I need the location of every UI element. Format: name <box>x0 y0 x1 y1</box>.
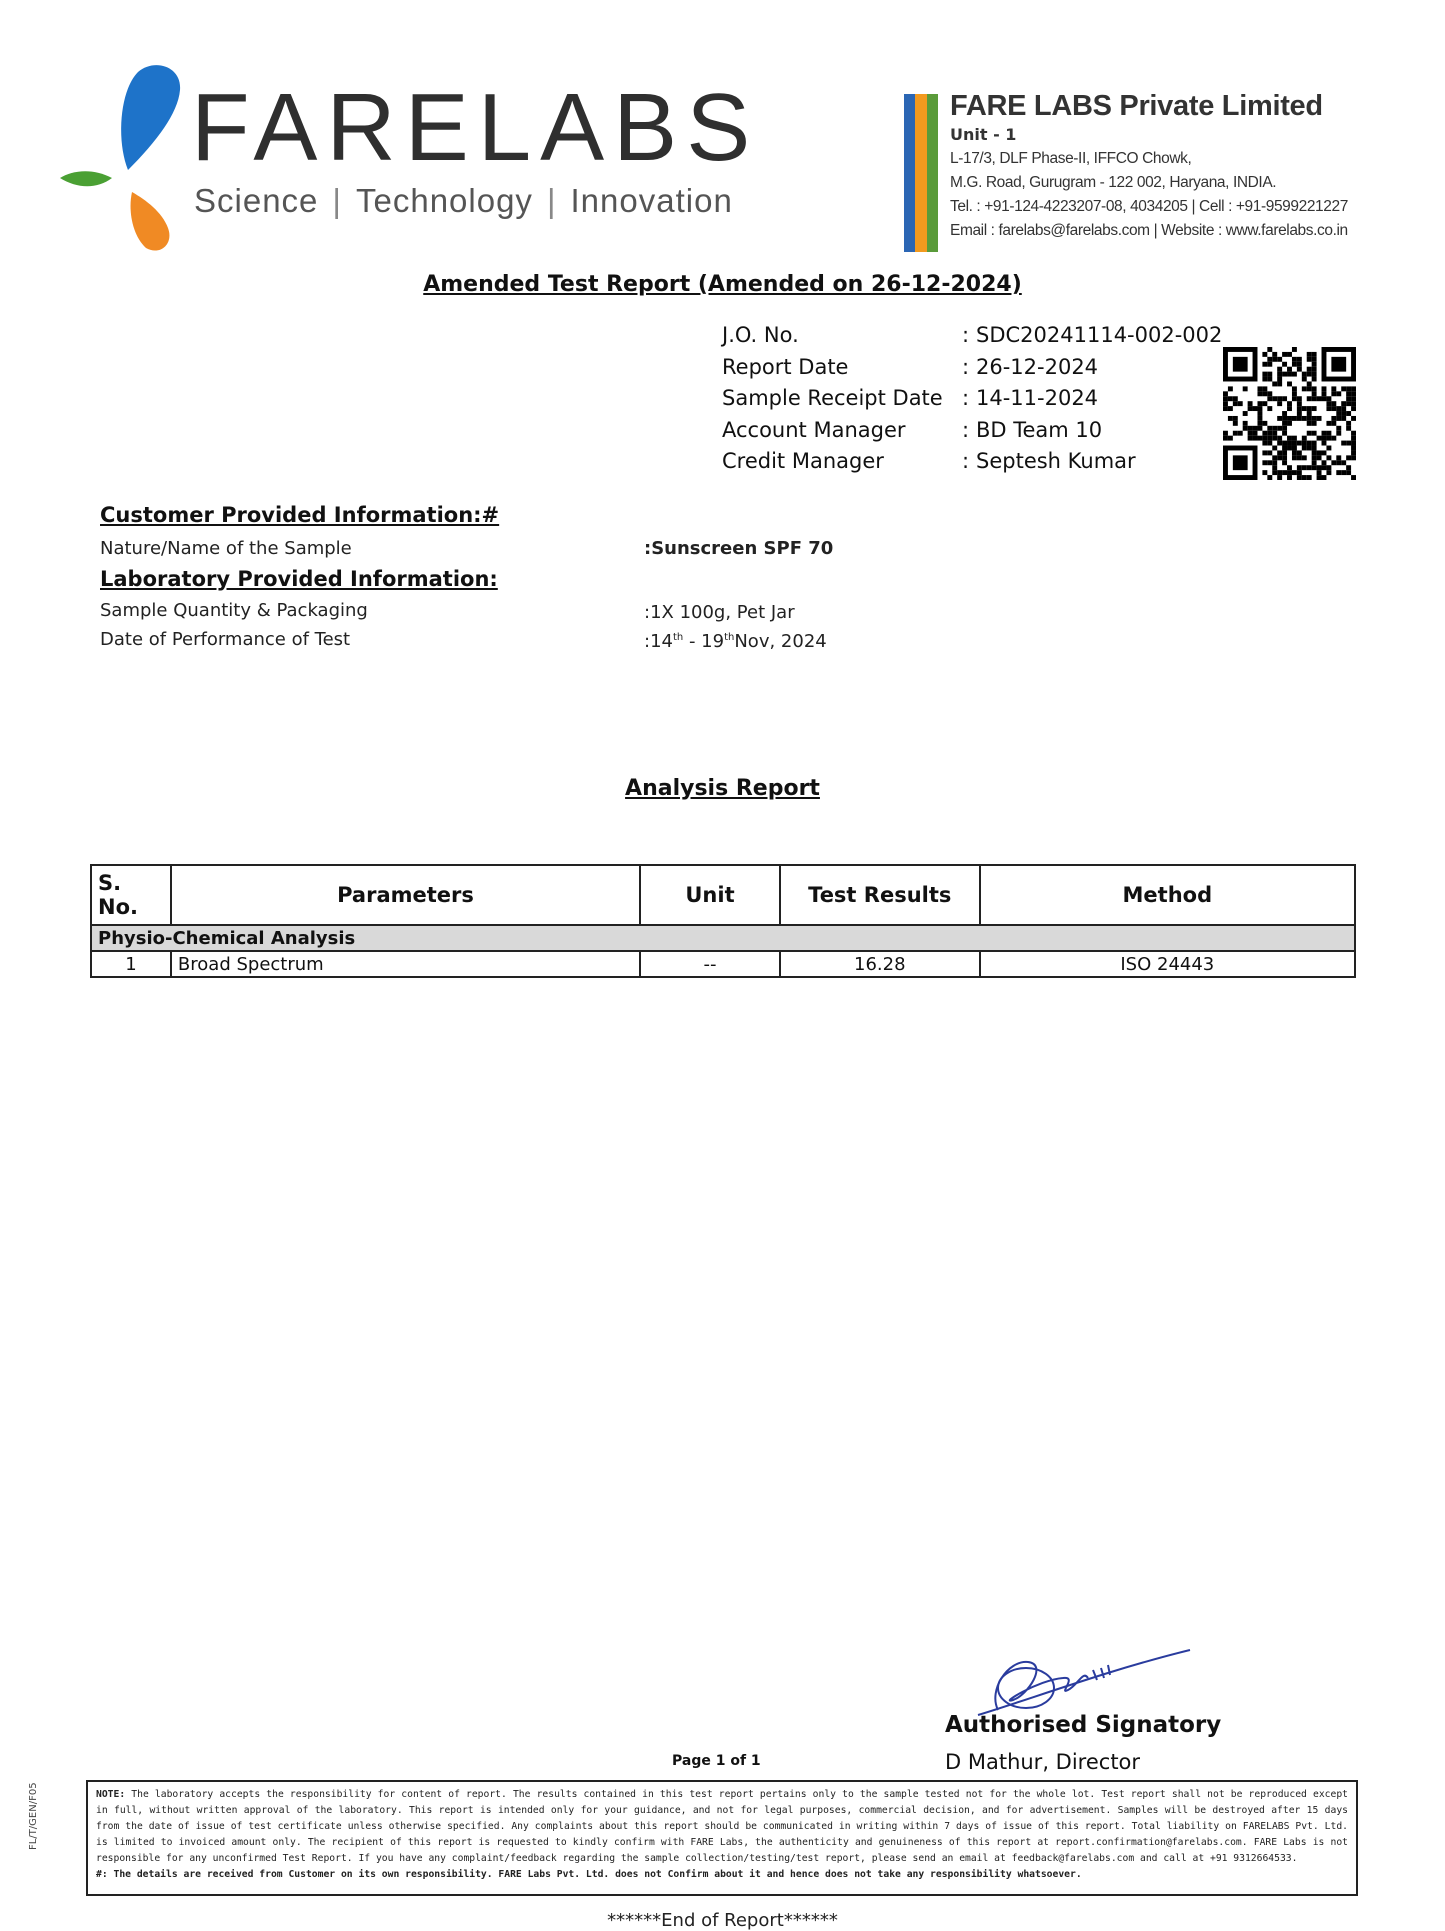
logo-wordmark: FARELABS <box>191 74 760 181</box>
signatory-name: D Mathur, Director <box>945 1750 1141 1774</box>
sample-quantity-value: :1X 100g, Pet Jar <box>644 602 795 623</box>
test-date-label: Date of Performance of Test <box>100 629 351 650</box>
customer-info-heading: Customer Provided Information:# <box>100 503 500 527</box>
info-row: J.O. No. : SDC20241114-002-002 <box>722 323 1223 347</box>
cell-unit: -- <box>640 951 780 977</box>
company-email-web: Email : farelabs@farelabs.com | Website : www.farelabs.co.in <box>950 222 1348 239</box>
cell-result: 16.28 <box>780 951 980 977</box>
sample-name-value: :Sunscreen SPF 70 <box>644 538 834 559</box>
qr-code-icon <box>1222 347 1357 480</box>
page-number: Page 1 of 1 <box>672 1753 761 1769</box>
company-unit: Unit - 1 <box>950 125 1017 144</box>
note-footnote: #: The details are received from Customer on its own responsibility. FARE Labs Pvt. Ltd. does not Confirm about it and hence does not take any responsibility whatsoever. <box>96 1869 1082 1880</box>
report-info <box>722 320 1222 478</box>
sample-quantity-label: Sample Quantity & Packaging <box>100 600 368 621</box>
header-method: Method <box>980 865 1355 925</box>
cell-parameter: Broad Spectrum <box>171 951 640 977</box>
note-body: The laboratory accepts the responsibility for content of report. The results contained in this test report pertains only to the sample tested not for the whole lot. Test report shall not be reproduced except in full, without written approval of the laboratory. This report is intended only for your guidance, and not for legal purposes, commercial decision, and for advertisement. Samples will be destroyed after 15 days from the date of issue of test certificate unless otherwise specified. Any complaints about this report should be communicated in writing within 7 days of issue of this report. Total liability on FARELABS Pvt. Ltd. is limited to invoiced amount only. The recipient of this report is requested to kindly confirm with FARE Labs, the authenticity and genuineness of this report at report.confirmation@farelabs.com. FARE Labs is not responsible for any unconfirmed Test Report. If you have any complaint/feedback regarding the sample collection/testing/test report, please send an email at feedback@farelabs.com and call at +91 9312664533. <box>96 1789 1348 1864</box>
logo-petals-icon <box>58 60 198 260</box>
company-address-line1: L-17/3, DLF Phase-II, IFFCO Chowk, <box>950 150 1192 167</box>
laboratory-info-heading: Laboratory Provided Information: <box>100 567 498 591</box>
info-row: Credit Manager : Septesh Kumar <box>722 449 1136 473</box>
header-test-results: Test Results <box>780 865 980 925</box>
table-group-row <box>91 925 1355 951</box>
analysis-title: Analysis Report <box>625 776 820 801</box>
test-date-value: :14th - 19thNov, 2024 <box>644 631 827 652</box>
sample-name-label: Nature/Name of the Sample <box>100 538 352 559</box>
company-details <box>950 90 1430 240</box>
table-row <box>91 951 1355 977</box>
end-of-report: ******End of Report****** <box>607 1910 838 1931</box>
logo-tagline: Science | Technology | Innovation <box>194 182 733 219</box>
cell-method: ISO 24443 <box>980 951 1355 977</box>
header-parameters: Parameters <box>171 865 640 925</box>
company-color-bars <box>904 94 938 252</box>
header-unit: Unit <box>640 865 780 925</box>
company-name: FARE LABS Private Limited <box>950 90 1323 122</box>
company-phone: Tel. : +91-124-4223207-08, 4034205 | Cell : +91-9599221227 <box>950 198 1348 215</box>
svg-text:FL/T/GEN/F05: FL/T/GEN/F05 <box>28 1782 39 1850</box>
cell-sno: 1 <box>91 951 171 977</box>
note-label: NOTE: <box>96 1789 126 1800</box>
info-row: Report Date : 26-12-2024 <box>722 354 1099 379</box>
signatory-title: Authorised Signatory <box>945 1712 1222 1738</box>
report-title: Amended Test Report (Amended on 26-12-2024) <box>423 272 1022 297</box>
signature-image <box>968 1640 1198 1720</box>
info-row: Account Manager : BD Team 10 <box>722 417 1103 442</box>
farelabs-logo <box>58 60 778 260</box>
group-label: Physio-Chemical Analysis <box>91 925 1355 951</box>
analysis-table <box>90 864 1356 978</box>
form-code-vertical <box>14 1740 54 1860</box>
table-header-row <box>91 865 1355 925</box>
info-row: Sample Receipt Date : 14-11-2024 <box>722 386 1099 410</box>
company-address-line2: M.G. Road, Gurugram - 122 002, Haryana, INDIA. <box>950 174 1277 191</box>
disclaimer-note <box>86 1780 1358 1896</box>
header-sno: S. No. <box>91 865 171 925</box>
